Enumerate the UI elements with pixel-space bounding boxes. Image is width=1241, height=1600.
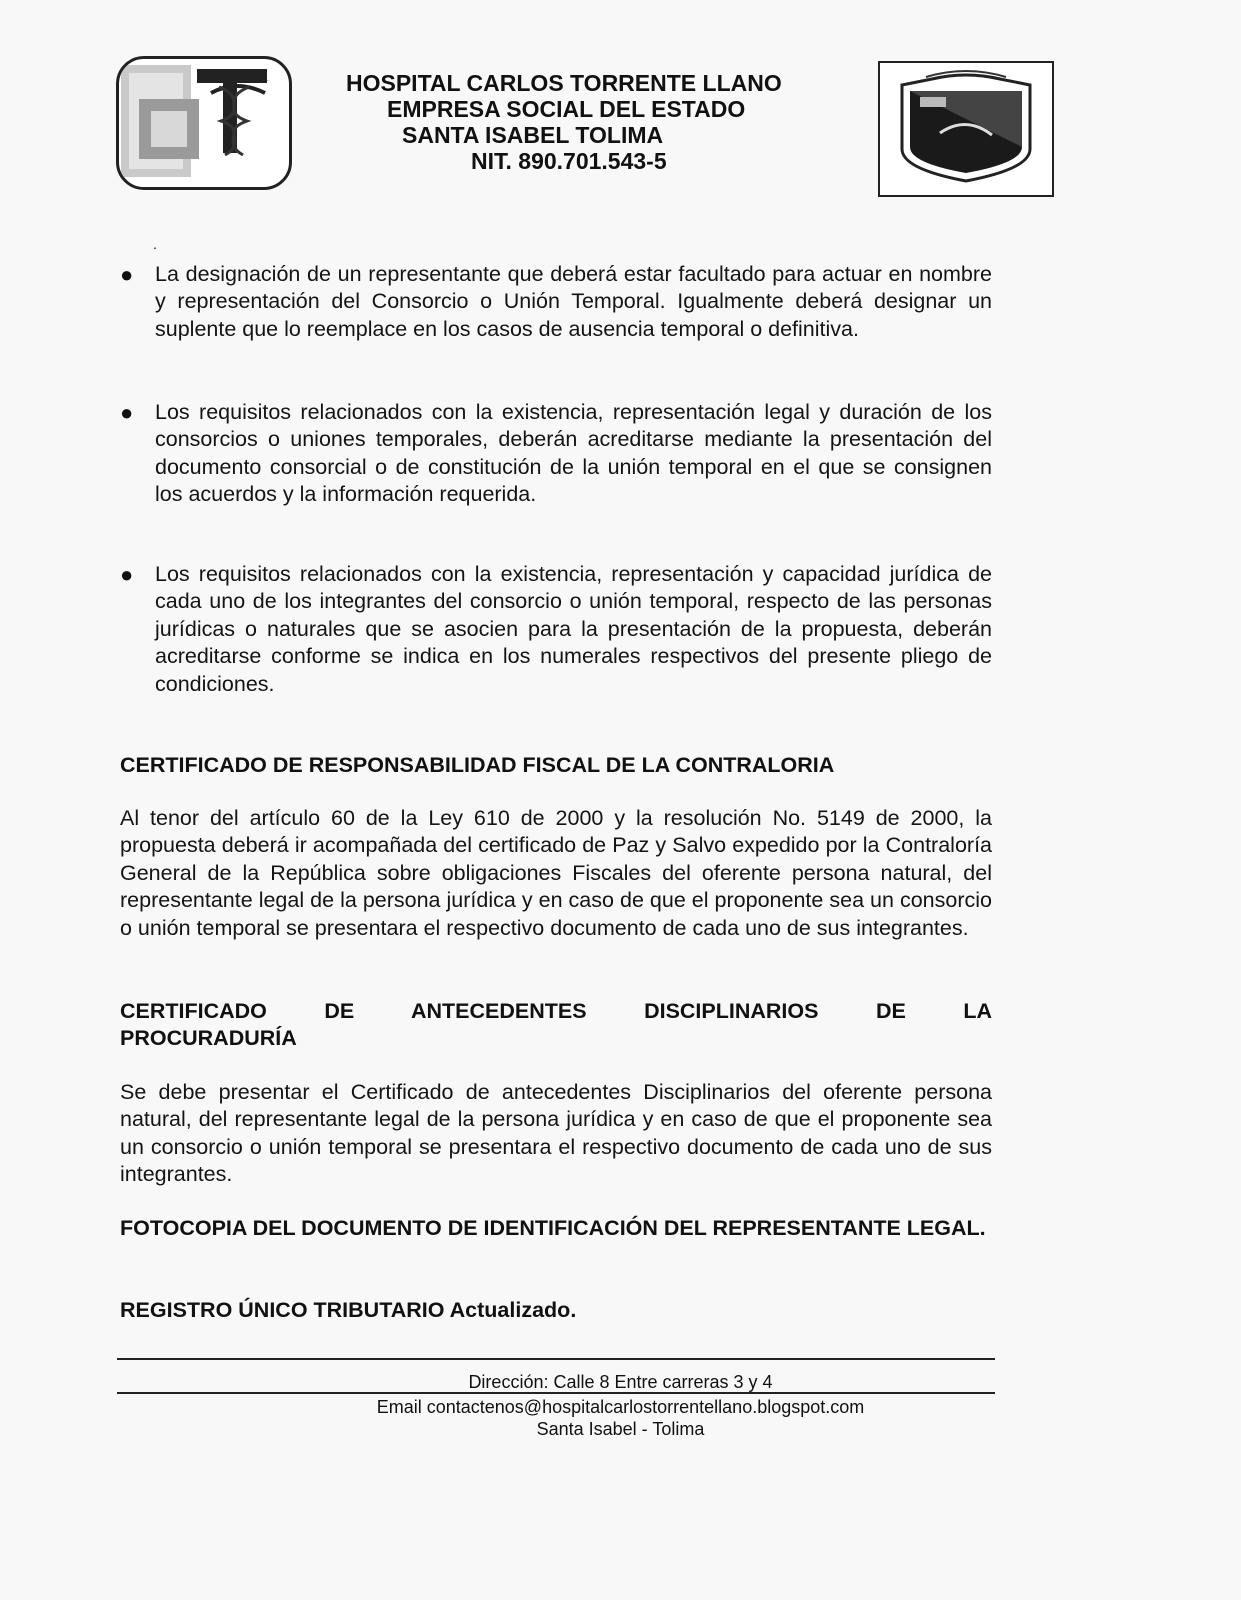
- location: SANTA ISABEL TOLIMA: [402, 122, 664, 148]
- bullet-text: La designación de un representante que deberá estar facultado para actuar en nombre y representación del Consorcio o Unión Temporal. Igualmente deberá designar un suplente que lo reemplace en los casos de ausencia temporal o definitiva.: [155, 262, 992, 341]
- bullet-text: Los requisitos relacionados con la existencia, representación y capacidad jurídica de cada uno de los integrantes del consorcio o unión temporal, respecto de las personas jurídicas o naturales que se asocien para la presentación de la propuesta, deberán acreditarse conforme se indica en los numerales respectivos del presente pliego de condiciones.: [155, 562, 992, 696]
- municipal-shield-logo: [878, 61, 1054, 197]
- bullet-icon: ●: [120, 562, 134, 587]
- footer-divider-top: [117, 1358, 995, 1360]
- document-header: [330, 70, 810, 174]
- list-item: [120, 261, 992, 343]
- bullet-icon: ●: [120, 400, 134, 425]
- section-heading-rut: [120, 1297, 992, 1324]
- rut-status: Actualizado.: [444, 1298, 577, 1322]
- stray-dot: .: [153, 236, 157, 252]
- section-body-fiscal: Al tenor del artículo 60 de la Ley 610 de 2000 y la resolución No. 5149 de 2000, la propuesta deberá ir acompañada del certificado de Paz y Salvo expedido por la Contraloría General de la República sobre obligaciones Fiscales del oferente persona natural, del representante legal de la persona jurídica y en caso de que el proponente sea un consorcio o unión temporal se presentara el respectivo documento de cada uno de sus integrantes.: [120, 806, 992, 940]
- shield-icon: [880, 63, 1052, 195]
- bullet-text: Los requisitos relacionados con la existencia, representación legal y duración de los consorcios o uniones temporales, deberán acreditarse mediante la presentación del documento consorcial o de constitución de la unión temporal en el que se consignen los acuerdos y la información requerida.: [155, 400, 992, 507]
- hospital-caduceus-logo: [116, 56, 292, 190]
- nit-number: NIT. 890.701.543-5: [471, 148, 667, 174]
- section-body-disciplinary: Se debe presentar el Certificado de antecedentes Disciplinarios del oferente persona natural, del representante legal de la persona jurídica y en caso de que el proponente sea un consorcio o unión temporal se presentara el respectivo documento de cada uno de sus integrantes.: [120, 1080, 992, 1187]
- footer-address: Dirección: Calle 8 Entre carreras 3 y 4: [468, 1372, 773, 1392]
- caduceus-icon: [119, 59, 289, 187]
- list-item: [120, 561, 992, 698]
- footer-email: Email contactenos@hospitalcarlostorrentellano.blogspot.com: [376, 1397, 865, 1417]
- section-heading-id: FOTOCOPIA DEL DOCUMENTO DE IDENTIFICACIÓN DEL REPRESENTANTE LEGAL.: [120, 1216, 986, 1240]
- section-heading-fiscal: CERTIFICADO DE RESPONSABILIDAD FISCAL DE LA CONTRALORIA: [120, 753, 835, 777]
- list-item: [120, 399, 992, 509]
- entity-type: EMPRESA SOCIAL DEL ESTADO: [387, 96, 746, 122]
- footer-divider-bottom: [117, 1392, 995, 1394]
- bullet-icon: ●: [120, 262, 134, 287]
- footer-city: Santa Isabel - Tolima: [536, 1419, 705, 1439]
- section-heading-disciplinary-line2: PROCURADURÍA: [120, 1026, 297, 1050]
- hospital-name: HOSPITAL CARLOS TORRENTE LLANO: [346, 70, 782, 96]
- section-heading-disciplinary-line1: CERTIFICADO DE ANTECEDENTES DISCIPLINARIOS DE LA: [120, 999, 992, 1023]
- rut-label: REGISTRO ÚNICO TRIBUTARIO: [120, 1298, 445, 1322]
